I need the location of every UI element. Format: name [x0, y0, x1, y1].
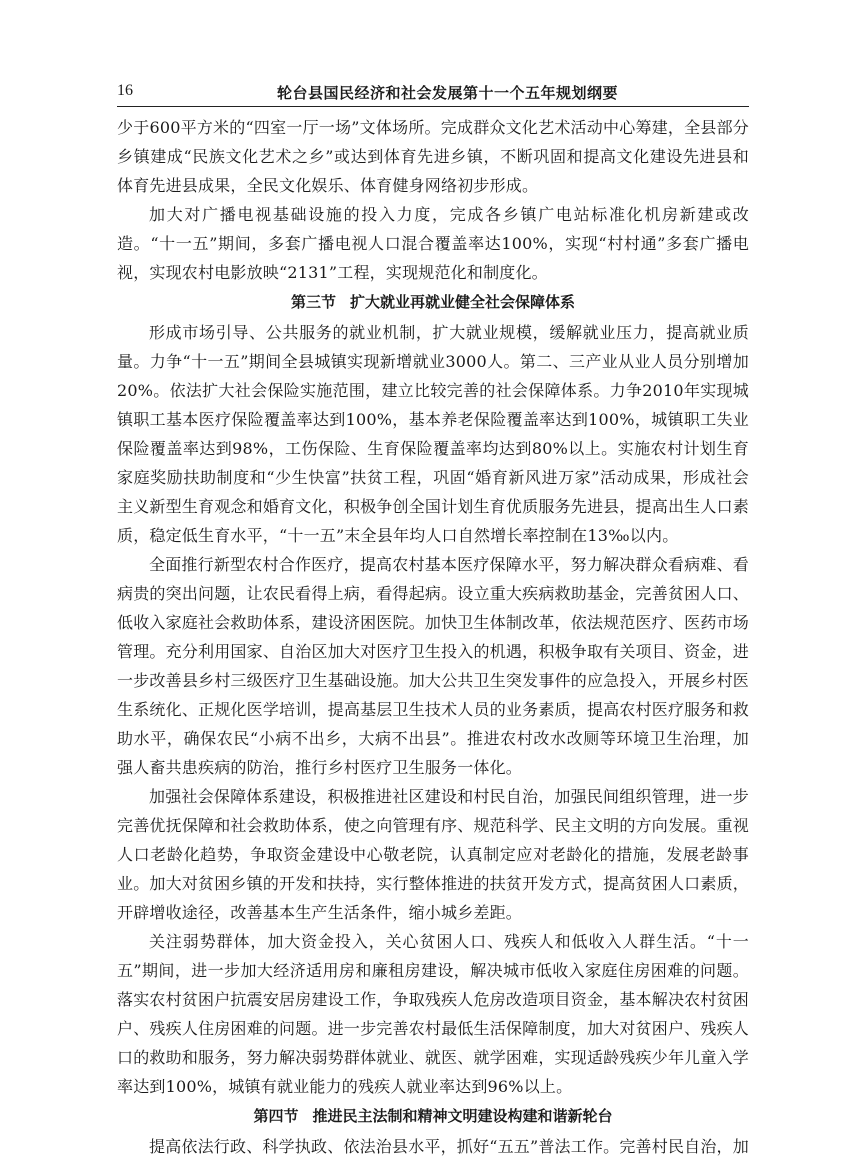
section-number: 第三节 [290, 293, 336, 311]
page-body [117, 113, 749, 1161]
paragraph: 加大对广播电视基础设施的投入力度，完成各乡镇广电站标准化机房新建或改造。“十一五”期间，多套广播电视人口混合覆盖率达100%，实现“村村通”多套广播电视，实现农村电影放映“2131”工程，实现规范化和制度化。 [117, 205, 749, 282]
paragraph: 形成市场引导、公共服务的就业机制，扩大就业规模，缓解就业压力，提高就业质量。力争“十一五”期间全县城镇实现新增就业3000人。第二、三产业从业人员分别增加20%。依法扩大社会保险实施范围，建立比较完善的社会保障体系。力争2010年实现城镇职工基本医疗保险覆盖率达到100%，基本养老保险覆盖率达到100%，城镇职工失业保险覆盖率达到98%，工伤保险、生育保险覆盖率均达到80%以上。实施农村计划生育家庭奖励扶助制度和“少生快富”扶贫工程，巩固“婚育新风进万家”活动成果，形成社会主义新型生育观念和婚育文化，积极争创全国计划生育优质服务先进县，提高出生人口素质，稳定低生育水平，“十一五”末全县年均人口自然增长率控制在13‰以内。 [117, 323, 749, 545]
section-title: 扩大就业再就业健全社会保障体系 [350, 293, 576, 311]
section-number: 第四节 [253, 1107, 299, 1125]
section-heading [117, 1101, 749, 1132]
paragraph: 加强社会保障体系建设，积极推进社区建设和村民自治，加强民间组织管理，进一步完善优抚保障和社会救助体系，使之向管理有序、规范科学、民主文明的方向发展。重视人口老龄化趋势，争取资金建设中心敬老院，认真制定应对老龄化的措施，发展老龄事业。加大对贫困乡镇的开发和扶持，实行整体推进的扶贫开发方式，提高贫困人口素质，开辟增收途径，改善基本生产生活条件，缩小城乡差距。 [117, 787, 749, 922]
paragraph: 关注弱势群体，加大资金投入，关心贫困人口、残疾人和低收入人群生活。“十一五”期间，进一步加大经济适用房和廉租房建设，解决城市低收入家庭住房困难的问题。落实农村贫困户抗震安居房建设工作，争取残疾人危房改造项目资金，基本解决农村贫困户、残疾人住房困难的问题。进一步完善农村最低生活保障制度，加大对贫困户、残疾人口的救助和服务，努力解决弱势群体就业、就医、就学困难，实现适龄残疾少年儿童入学率达到100%，城镇有就业能力的残疾人就业率达到96%以上。 [117, 932, 749, 1096]
document-page [117, 78, 749, 1161]
paragraph-continuation: 少于600平方米的“四室一厅一场”文体场所。完成群众文化艺术活动中心筹建，全县部分乡镇建成“民族文化艺术之乡”或达到体育先进乡镇，不断巩固和提高文化建设先进县和体育先进县成果，全民文化娱乐、体育健身网络初步形成。 [117, 118, 749, 195]
section-heading [117, 287, 749, 318]
paragraph: 提高依法行政、科学执政、依法治县水平，抓好“五五”普法工作。完善村民自治，加 [149, 1137, 749, 1156]
paragraph: 全面推行新型农村合作医疗，提高农村基本医疗保障水平，努力解决群众看病难、看病贵的突出问题，让农民看得上病，看得起病。设立重大疾病救助基金，完善贫困人口、低收入家庭社会救助体系，建设济困医院。加快卫生体制改革，依法规范医疗、医药市场管理。充分利用国家、自治区加大对医疗卫生投入的机遇，积极争取有关项目、资金，进一步改善县乡村三级医疗卫生基础设施。加大公共卫生突发事件的应急投入，开展乡村医生系统化、正规化医学培训，提高基层卫生技术人员的业务素质，提高农村医疗服务和救助水平，确保农民“小病不出乡，大病不出县”。推进农村改水改厕等环境卫生治理，加强人畜共患疾病的防治，推行乡村医疗卫生服务一体化。 [117, 555, 749, 777]
page-number: 16 [117, 82, 133, 99]
running-title: 轮台县国民经济和社会发展第十一个五年规划纲要 [277, 84, 619, 102]
section-title: 推进民主法制和精神文明建设构建和谐新轮台 [312, 1107, 613, 1125]
page-header [117, 78, 749, 107]
